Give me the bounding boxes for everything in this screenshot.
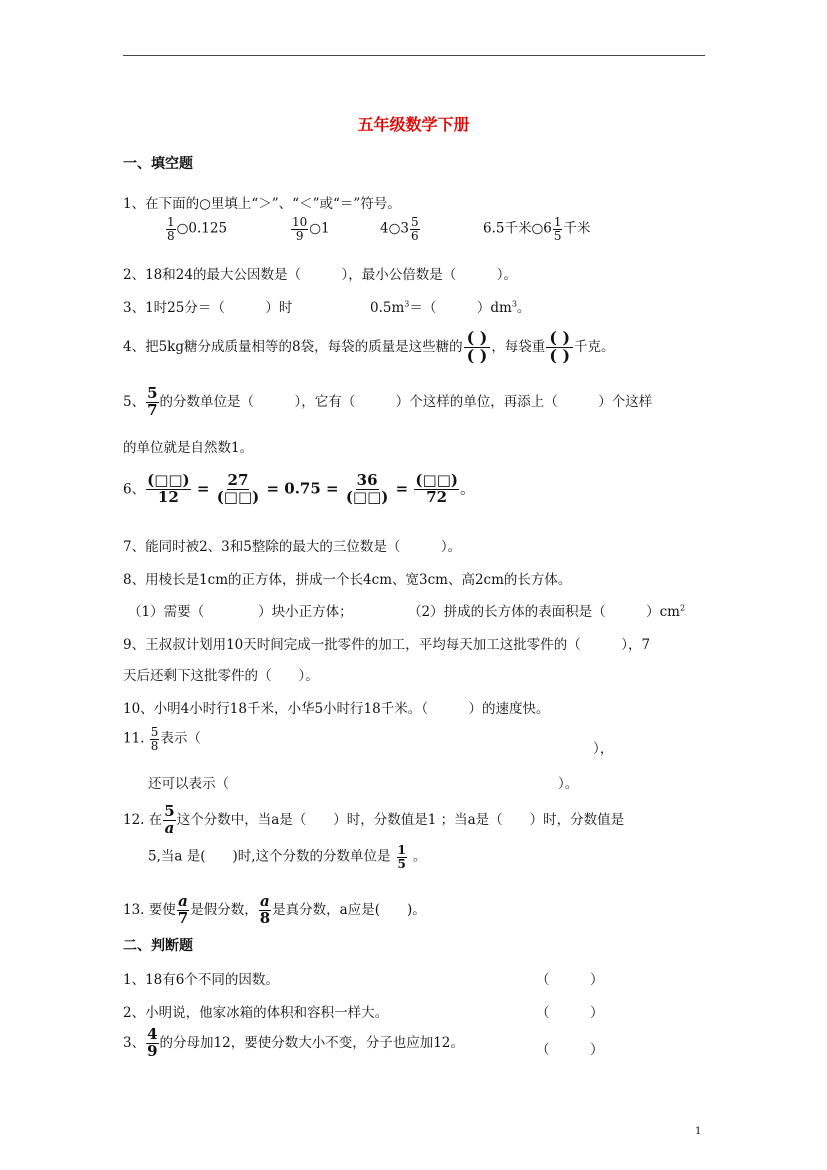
judge-2: 2、小明说，他家冰箱的体积和容积一样大。 [123,1005,389,1021]
fraction: $\frac{1}{5}$ [553,215,562,243]
question-11: 11. $\frac{5}{8}$ 表示（ [123,725,201,753]
question-11-line2: 还可以表示（ [148,776,229,792]
page-number: 1 [695,1126,702,1137]
q1-item-c: 4○3 $\frac{5}{6}$ [380,215,419,243]
fraction: $\frac{4}{9}$ [147,1025,158,1060]
fraction: $\frac{27}{(□□)}$ [216,471,260,506]
page-title: 五年级数学下册 [357,115,470,134]
fraction: $\frac{5}{6}$ [410,215,419,243]
blank-fraction: $\frac{( )}{( )}$ [546,330,573,365]
fraction: $\frac{(□□)}{72}$ [415,471,458,506]
fraction: $\frac{36}{(□□)}$ [345,471,389,506]
question-3a: 3、1时25分＝（ ）时 [123,300,293,316]
judge-1: 1、18有6个不同的因数。 [123,972,279,988]
judge-2-answer: （ ） [536,1005,604,1021]
question-9-line2: 天后还剩下这批零件的（ ）。 [123,668,319,684]
question-2: 2、18和24的最大公因数是（ ），最小公倍数是（ ）。 [123,267,517,283]
fraction: $\frac{5}{a}$ [164,802,175,837]
q1-item-a: $\frac{1}{8}$ ○0.125 [167,215,228,243]
question-5-line2: 的单位就是自然数1。 [123,440,254,456]
question-8-part2: （2）拼成的长方体的表面积是（ ）$cm^2$ [408,603,686,620]
fraction: $\frac{5}{8}$ [150,725,159,753]
question-7: 7、能同时被2、3和5整除的最大的三位数是（ ）。 [123,539,462,555]
question-11-close: ）， [593,741,614,757]
q1-item-b: $\frac{10}{9}$ ○1 [292,215,330,243]
fraction: $\frac{(□□)}{12}$ [147,471,190,506]
question-10: 10、小明4小时行18千米，小华5小时行18千米。（ ）的速度快。 [123,701,550,717]
judge-3: 3、 $\frac{4}{9}$ 的分母加12，要使分数大小不变，分子也应加12。 [123,1025,464,1060]
fraction: $\frac{1}{5}$ [397,843,406,871]
fraction: $\frac{1}{8}$ [167,215,175,243]
question-9: 9、王叔叔计划用10天时间完成一批零件的加工，平均每天加工这批零件的（ ），7 [123,637,651,653]
section-fill-heading: 一、填空题 [123,156,193,172]
question-12: 12. 在 $\frac{5}{a}$ 这个分数中，当a是（ ）时，分数值是1 ；当a是（ ）时，分数值是 [123,802,625,837]
question-8-part1: （1）需要（ ）块小正方体； [128,604,353,620]
fraction: $\frac{10}{9}$ [292,215,308,243]
question-13: 13. 要使 $\frac{a}{7}$ 是假分数， $\frac{a}{8}$ 是真分数，a应是( )。 [123,892,426,927]
fraction: $\frac{5}{7}$ [147,384,158,419]
question-6: 6、 $\frac{(□□)}{12}$ = $\frac{27}{(□□)}$ = 0.75 = $\frac{36}{(□□)}$ = $\frac{(□□)}{72}$ 。 [123,471,475,506]
section-judge-heading: 二、判断题 [123,938,193,954]
q1-item-d: 6.5千米○6 $\frac{1}{5}$ 千米 [483,215,591,243]
blank-fraction: $\frac{( )}{( )}$ [464,330,491,365]
question-4: 4、把5kg糖分成质量相等的8袋，每袋的质量是这些糖的 $\frac{( )}{( )}$ ，每袋重 $\frac{( )}{( )}$ 千克。 [123,328,615,365]
question-8: 8、用棱长是1cm的正方体，拼成一个长4cm、宽3cm、高2cm的长方体。 [123,572,572,588]
question-3b: $0.5m^3=$（ ）$dm^3$。 [370,299,531,316]
fraction: $\frac{a}{7}$ [177,892,189,927]
question-11-close2: ）。 [558,776,579,792]
judge-3-answer: （ ） [536,1042,604,1058]
fraction: $\frac{a}{8}$ [259,892,271,927]
header-rule [123,55,705,56]
question-1: 1、在下面的○里填上“＞”、“＜”或“＝”符号。 [123,196,401,212]
question-12-line2: 5,当a 是( )时,这个分数的分数单位是 $\frac{1}{5}$ 。 [148,843,427,871]
judge-1-answer: （ ） [536,972,604,988]
question-5: 5、 $\frac{5}{7}$ 的分数单位是（ ），它有（ ）个这样的单位，再添上（ ）个这样 [123,384,653,419]
